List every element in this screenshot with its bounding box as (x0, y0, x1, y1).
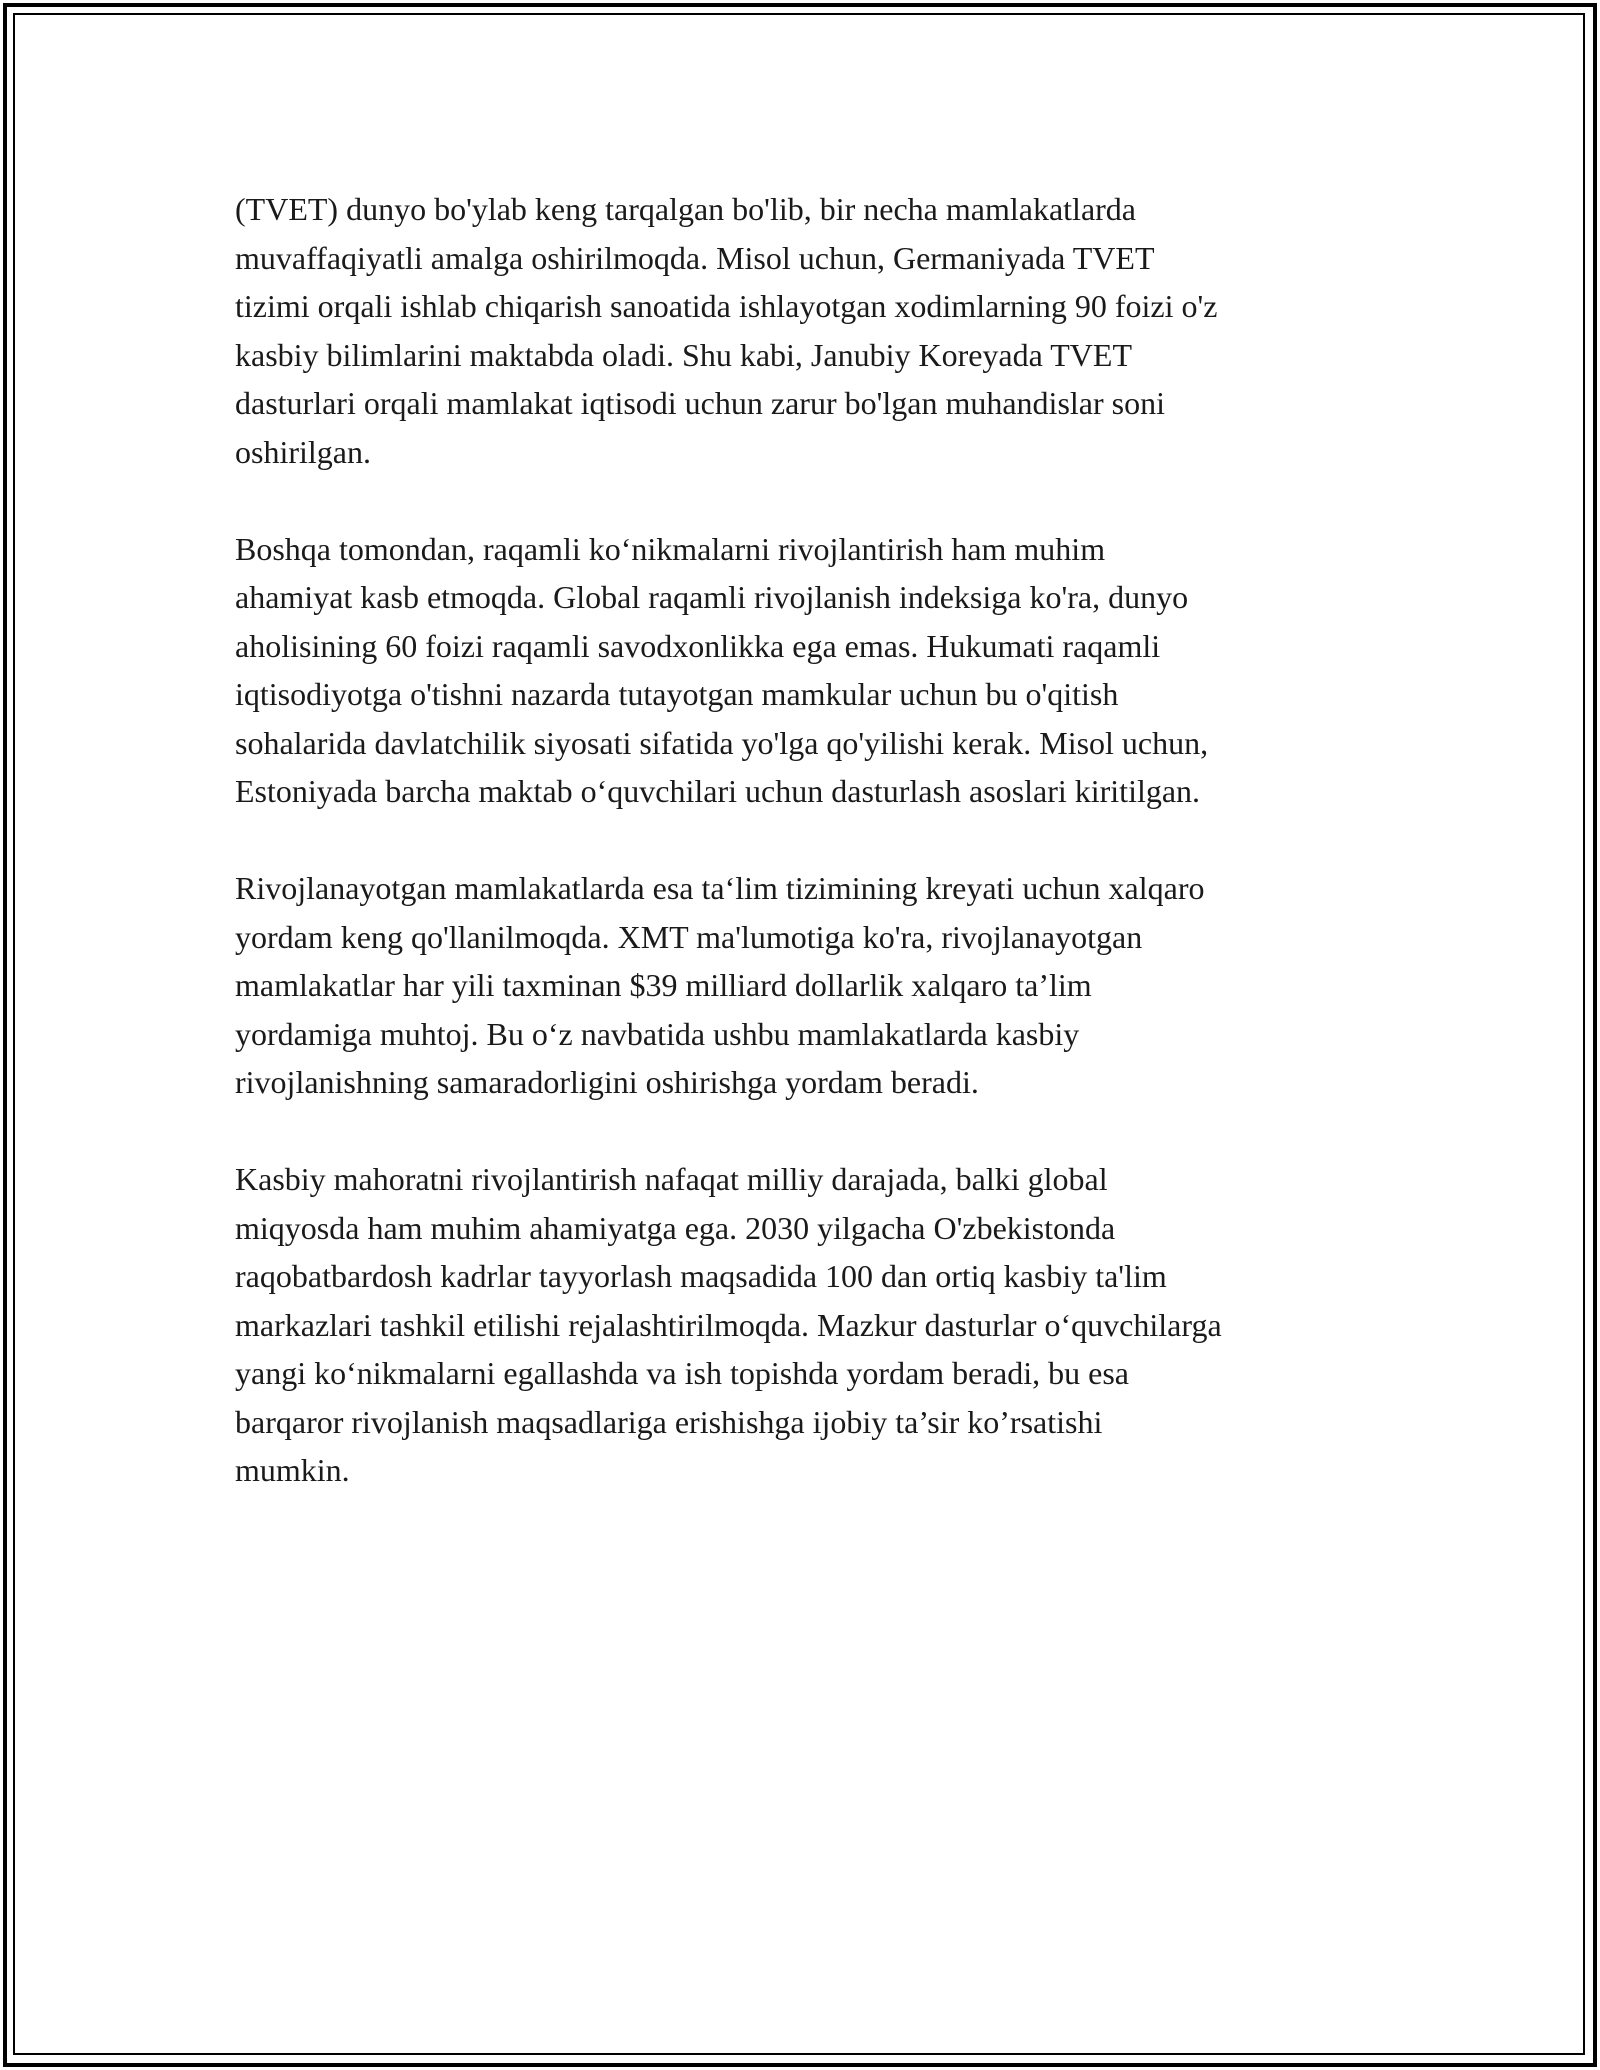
text-line: muvaffaqiyatli amalga oshirilmoqda. Misol uchun, Germaniyada TVET (235, 239, 1155, 276)
text-line: mamlakatlar har yili taxminan $39 milliard dollarlik xalqaro ta’lim (235, 967, 1092, 1003)
paragraph-professional-skills (235, 1155, 1375, 1495)
text-line: yordamiga muhtoj. Bu o‘z navbatida ushbu mamlakatlarda kasbiy (235, 1015, 1080, 1052)
text-line: Boshqa tomondan, raqamli ko‘nikmalarni rivojlantirish ham muhim (235, 530, 1106, 567)
text-line: yangi ko‘nikmalarni egallashda va ish topishda yordam beradi, bu esa (235, 1355, 1129, 1391)
text-line: barqaror rivojlanish maqsadlariga erishishga ijobiy ta’sir ko’rsatishi (235, 1403, 1103, 1440)
document-body (235, 185, 1375, 1543)
text-line: oshirilgan. (235, 433, 371, 470)
text-line: kasbiy bilimlarini maktabda oladi. Shu kabi, Janubiy Koreyada TVET (235, 336, 1132, 373)
text-line: mumkin. (235, 1452, 350, 1488)
text-line: (TVET) dunyo bo'ylab keng tarqalgan bo'lib, bir necha mamlakatlarda (235, 191, 1136, 227)
paragraph-international-aid (235, 864, 1375, 1107)
text-line: ahamiyat kasb etmoqda. Global raqamli rivojlanish indeksiga ko'ra, dunyo (235, 579, 1189, 615)
text-line: tizimi orqali ishlab chiqarish sanoatida ishlayotgan xodimlarning 90 foizi o'z (235, 288, 1218, 324)
text-line: Estoniyada barcha maktab o‘quvchilari uchun dasturlash asoslari kiritilgan. (235, 773, 1201, 809)
text-line: sohalarida davlatchilik siyosati sifatida yo'lga qo'yilishi kerak. Misol uchun, (235, 724, 1209, 761)
text-line: miqyosda ham muhim ahamiyatga ega. 2030 yilgacha O'zbekistonda (235, 1209, 1116, 1246)
text-line: raqobatbardosh kadrlar tayyorlash maqsadida 100 dan ortiq kasbiy ta'lim (235, 1258, 1167, 1294)
paragraph-digital-skills (235, 525, 1375, 816)
text-line: aholisining 60 foizi raqamli savodxonlikka ega emas. Hukumati raqamli (235, 627, 1161, 664)
text-line: iqtisodiyotga o'tishni nazarda tutayotgan mamkular uchun bu o'qitish (235, 676, 1119, 712)
text-line: Kasbiy mahoratni rivojlantirish nafaqat milliy darajada, balki global (235, 1161, 1108, 1197)
text-line: yordam keng qo'llanilmoqda. XMT ma'lumotiga ko'ra, rivojlanayotgan (235, 918, 1143, 955)
paragraph-tvet (235, 185, 1375, 476)
text-line: markazlari tashkil etilishi rejalashtirilmoqda. Mazkur dasturlar o‘quvchilarga (235, 1306, 1222, 1343)
text-line: dasturlari orqali mamlakat iqtisodi uchun zarur bo'lgan muhandislar soni (235, 385, 1165, 421)
text-line: Rivojlanayotgan mamlakatlarda esa ta‘lim tizimining kreyati uchun xalqaro (235, 870, 1205, 906)
text-line: rivojlanishning samaradorligini oshirishga yordam beradi. (235, 1064, 979, 1100)
